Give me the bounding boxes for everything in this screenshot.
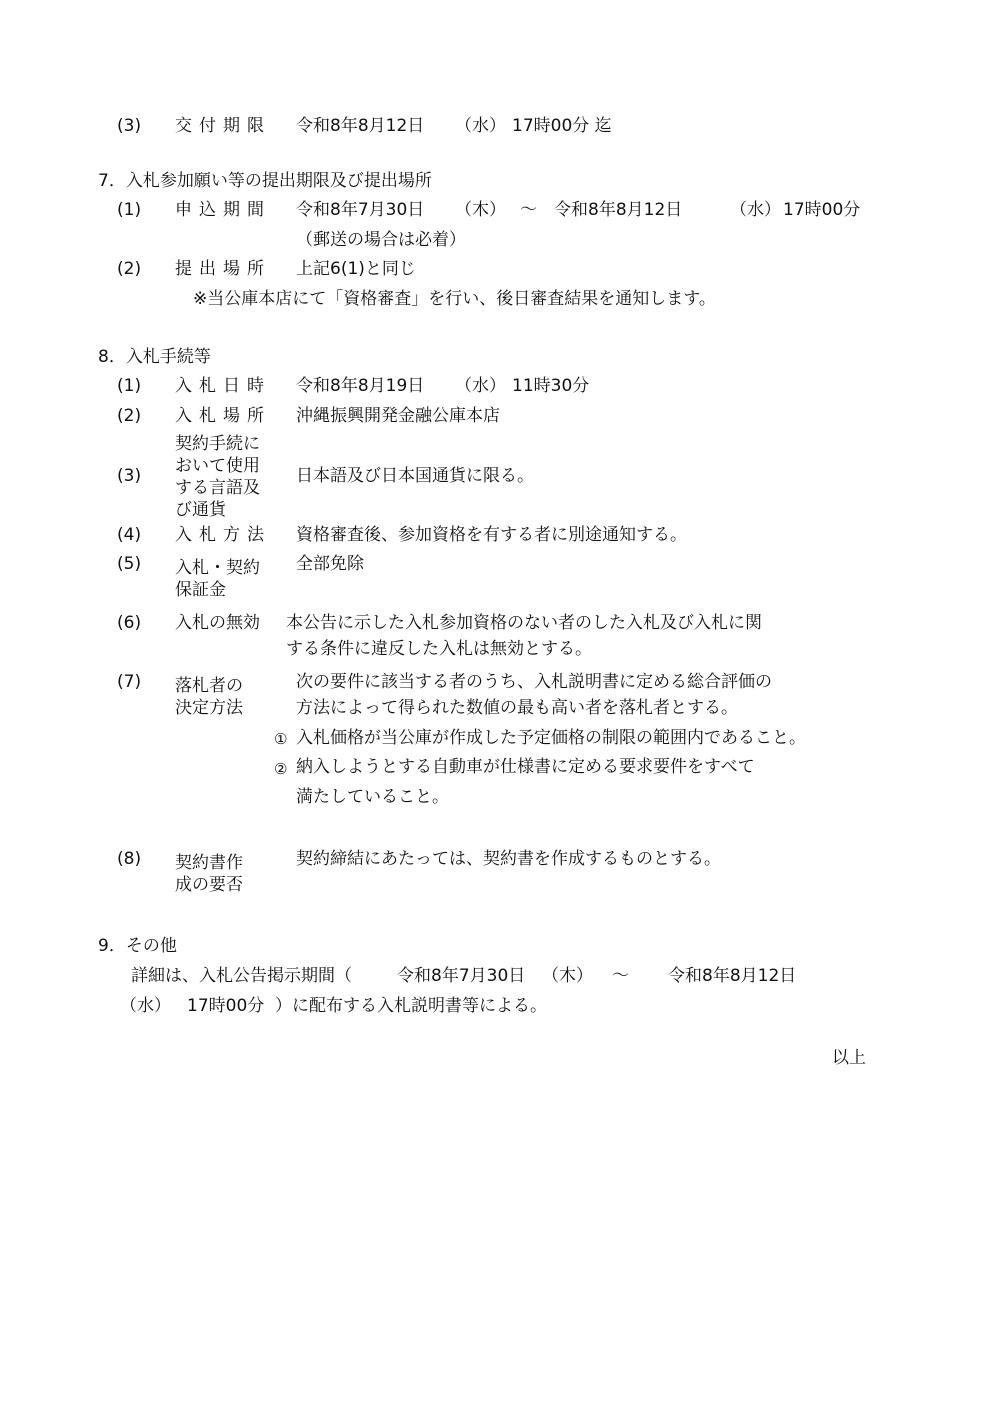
item-number: (1): [117, 200, 142, 220]
item-number: (8): [117, 849, 142, 869]
item-number: (6): [117, 613, 142, 633]
requirement-1-marker: ①: [274, 730, 288, 748]
item-label: 申込期間: [175, 200, 271, 220]
item-value: 沖縄振興開発金融公庫本店: [296, 406, 500, 426]
section-7-heading: 7．入札参加願い等の提出期限及び提出場所: [98, 171, 432, 191]
time-to: 17時00分: [187, 996, 265, 1016]
item-number: (2): [117, 259, 142, 279]
other-text: 詳細は、入札公告掲示期間（: [131, 966, 352, 986]
item-value-line: 方法によって得られた数値の最も高い者を落札者とする。: [296, 698, 738, 718]
item-number: (4): [117, 525, 142, 545]
item-label-line: 成の要否: [175, 875, 243, 895]
closing-text: 以上: [832, 1048, 866, 1068]
dow-from: （木）: [542, 966, 593, 986]
item-value-line: 次の要件に該当する者のうち、入札説明書に定める総合評価の: [296, 672, 772, 692]
item-date: 令和8年8月19日: [296, 376, 425, 396]
section-9-heading: 9．その他: [98, 936, 177, 956]
item-label-line: 契約手続に: [175, 434, 260, 454]
requirement-2-line: 満たしていること。: [296, 787, 449, 807]
item-value-line: 本公告に示した入札参加資格のない者のした入札及び入札に関: [286, 613, 762, 633]
item-label: 入札日時: [175, 376, 271, 396]
item-value: 契約締結にあたっては、契約書を作成するものとする。: [296, 849, 721, 869]
item-value-line: する条件に違反した入札は無効とする。: [286, 639, 592, 659]
time-to: 17時00分: [783, 200, 861, 220]
item-label-line: び通貨: [175, 500, 226, 520]
requirement-2-line: 納入しようとする自動車が仕様書に定める要求要件をすべて: [296, 757, 755, 777]
item-label-line: おいて使用: [175, 456, 260, 476]
item-dow: （水）: [455, 376, 506, 396]
item-date: 令和8年8月12日: [296, 116, 425, 136]
other-text: ）に配布する入札説明書等による。: [275, 996, 547, 1016]
mail-note: （郵送の場合は必着）: [296, 230, 466, 250]
item-label-line: 契約書作: [175, 853, 243, 873]
dow-to: （水）: [120, 996, 171, 1016]
item-label: 入札の無効: [175, 613, 260, 633]
requirement-1: 入札価格が当公庫が作成した予定価格の制限の範囲内であること。: [296, 728, 806, 748]
item-dow: （水）: [455, 116, 506, 136]
item-number: (3): [117, 466, 142, 486]
item-value: 資格審査後、参加資格を有する者に別途通知する。: [296, 525, 687, 545]
item-label: 入札方法: [175, 525, 271, 545]
date-to: 令和8年8月12日: [668, 966, 797, 986]
item-label-line: 入札・契約: [175, 558, 260, 578]
requirement-2-marker: ②: [274, 760, 288, 778]
item-number: (5): [117, 554, 142, 574]
dow-from: （木）: [455, 200, 506, 220]
item-label: 提出場所: [175, 259, 271, 279]
tilde: ～: [520, 200, 537, 220]
item-time: 17時00分 迄: [512, 116, 612, 136]
tilde: ～: [612, 966, 629, 986]
dow-to: （水）: [730, 200, 781, 220]
section-8-heading: 8．入札手続等: [98, 347, 211, 367]
item-label-line: 落札者の: [175, 676, 243, 696]
item-value: 全部免除: [296, 554, 364, 574]
item-label-line: 保証金: [175, 580, 226, 600]
item-number: (2): [117, 406, 142, 426]
item-time: 11時30分: [512, 376, 590, 396]
item-value: 日本語及び日本国通貨に限る。: [296, 466, 534, 486]
date-from: 令和8年7月30日: [296, 200, 425, 220]
date-to: 令和8年8月12日: [554, 200, 683, 220]
item-label-line: 決定方法: [175, 698, 243, 718]
item-value: 上記6(1)と同じ: [296, 259, 416, 279]
review-note: ※当公庫本店にて「資格審査」を行い、後日審査結果を通知します。: [193, 289, 716, 309]
item-number: (1): [117, 376, 142, 396]
item-number: (7): [117, 672, 142, 692]
item-number: (3): [117, 116, 142, 136]
item-label: 入札場所: [175, 406, 271, 426]
date-from: 令和8年7月30日: [397, 966, 526, 986]
item-label: 交付期限: [175, 116, 271, 136]
item-label-line: する言語及: [175, 478, 260, 498]
